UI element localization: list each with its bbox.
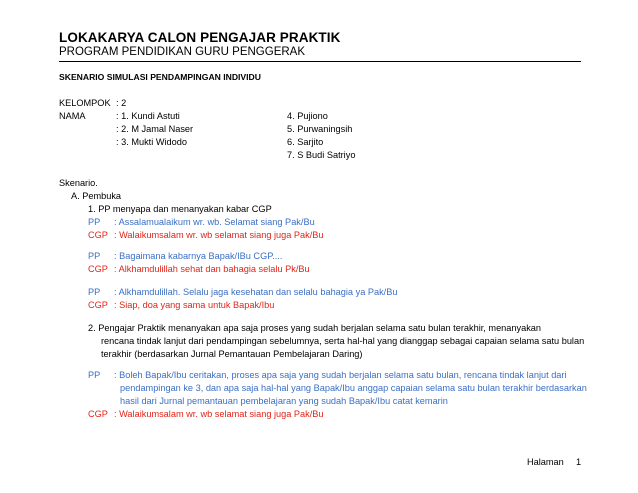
pp-line: : Bagaimana kabarnya Bapak/IBu CGP.... <box>114 251 283 261</box>
member-name: 6. Sarjito <box>287 137 324 147</box>
member-name: : 3. Mukti Widodo <box>116 137 187 147</box>
pp-line: : Assalamualaikum wr. wb. Selamat siang Pak/Bu <box>114 217 315 227</box>
cgp-line: : Walaikumsalam wr. wb selamat siang juga Pak/Bu <box>114 409 324 419</box>
speaker-pp: PP <box>88 217 101 227</box>
speaker-cgp: CGP <box>88 300 108 310</box>
speaker-cgp: CGP <box>88 409 108 419</box>
item-2-line: 2. Pengajar Praktik menanyakan apa saja proses yang sudah berjalan selama satu bulan terakhir, menanyakan <box>88 323 542 333</box>
header-divider <box>59 61 581 62</box>
pp-line: : Alkhamdulillah. Selalu jaga kesehatan dan selalu bahagia ya Pak/Bu <box>114 287 398 297</box>
member-name: : 1. Kundi Astuti <box>116 111 180 121</box>
page-number: 1 <box>576 457 582 467</box>
item-1: 1. PP menyapa dan menanyakan kabar CGP <box>88 204 272 214</box>
item-2-line: rencana tindak lanjut dari pendampingan sebelumnya, serta hal-hal yang dianggap sebagai capaian selama satu bulan <box>101 336 585 346</box>
nama-label: NAMA <box>59 111 86 121</box>
cgp-line: : Walaikumsalam wr. wb selamat siang juga Pak/Bu <box>114 230 324 240</box>
section-title: SKENARIO SIMULASI PENDAMPINGAN INDIVIDU <box>59 72 261 82</box>
kelompok-label: KELOMPOK <box>59 98 111 108</box>
pp-line: : Boleh Bapak/Ibu ceritakan, proses apa saja yang sudah berjalan selama satu bulan, rencana tindak lanjut dari <box>114 370 567 380</box>
item-2-line: terakhir (berdasarkan Jurnal Pemantauan Pembelajaran Daring) <box>101 349 363 359</box>
document-subtitle: PROGRAM PENDIDIKAN GURU PENGGERAK <box>59 46 306 58</box>
pp-line: hasil dari Jurnal pemantauan pembelajaran yang sudah Bapak/Ibu catat kemarin <box>120 396 448 406</box>
cgp-line: : Alkhamdulillah sehat dan bahagia selalu Pk/Bu <box>114 264 310 274</box>
speaker-cgp: CGP <box>88 230 108 240</box>
speaker-pp: PP <box>88 287 101 297</box>
section-a-heading: A. Pembuka <box>71 191 122 201</box>
kelompok-value: : 2 <box>116 98 127 108</box>
speaker-pp: PP <box>88 251 101 261</box>
member-name: 7. S Budi Satriyo <box>287 150 356 160</box>
cgp-line: : Siap, doa yang sama untuk Bapak/Ibu <box>114 300 275 310</box>
member-name: 5. Purwaningsih <box>287 124 353 134</box>
pp-line: pendampingan ke 3, dan apa saja hal-hal yang Bapak/Ibu anggap capaian selama satu bulan terakhir berdasarkan <box>120 383 587 393</box>
speaker-pp: PP <box>88 370 101 380</box>
scenario-label: Skenario. <box>59 178 98 188</box>
member-name: : 2. M Jamal Naser <box>116 124 194 134</box>
member-name: 4. Pujiono <box>287 111 328 121</box>
speaker-cgp: CGP <box>88 264 108 274</box>
document-title: LOKAKARYA CALON PENGAJAR PRAKTIK <box>59 30 341 45</box>
page-label: Halaman <box>527 457 564 467</box>
